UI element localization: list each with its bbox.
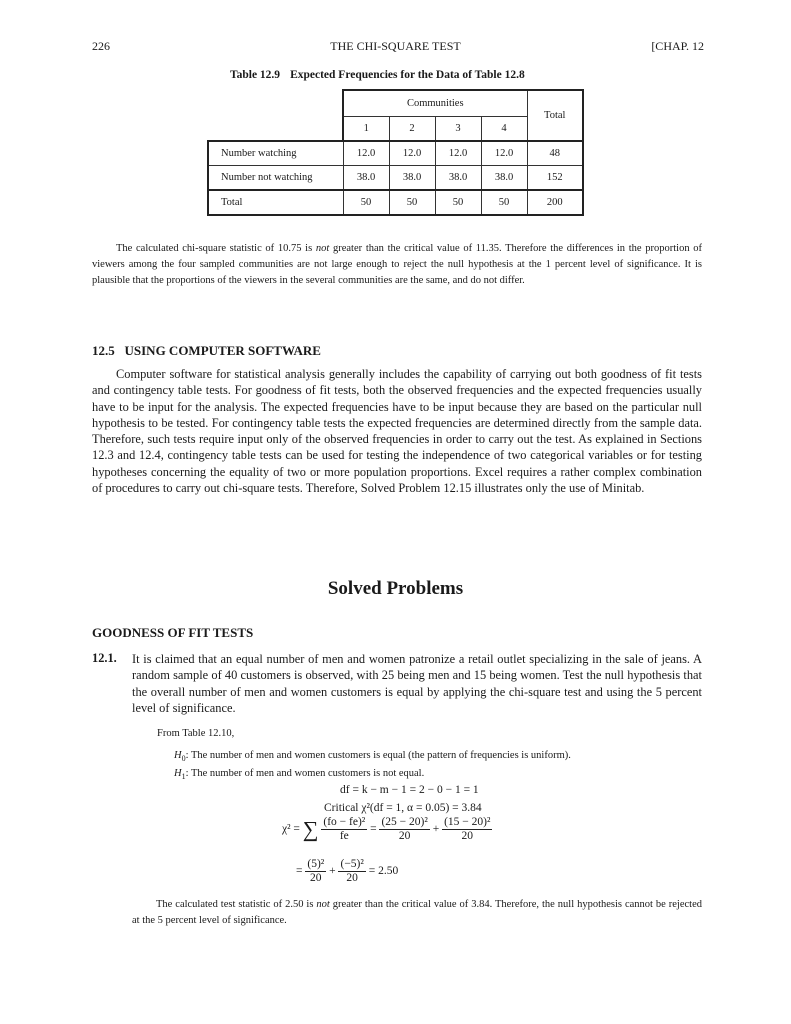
table-cell: 48	[527, 141, 583, 166]
emphasis: not	[315, 243, 330, 254]
table-cell: 12.0	[481, 141, 527, 166]
solved-problems-heading: Solved Problems	[327, 578, 464, 599]
problem-number: 12.1.	[92, 651, 117, 665]
page-number: 226	[92, 39, 110, 53]
summation-symbol: ∑	[302, 816, 319, 842]
subsection-heading: GOODNESS OF FIT TESTS	[92, 625, 254, 640]
fraction: $\frac{\text{(25 − 20)²}}{20}$	[381, 816, 428, 842]
table-cell: 38.0	[481, 165, 527, 190]
result: = 2.50	[368, 865, 399, 878]
column-header: 2	[389, 116, 435, 141]
chi-square-formula: χ² = ∑ $\frac{\text{(fo − fe)²}}{fe}$ = $\frac{\text{(25 − 20)²}}{20}$ + $\frac{\text{(15 − 20)²}}{20}$	[282, 816, 491, 842]
row-label: Number watching	[208, 141, 343, 166]
critical-value: Critical χ²(df = 1, α = 0.05) = 3.84	[324, 802, 482, 814]
table-cell: 12.0	[435, 141, 481, 166]
emphasis: not	[316, 899, 330, 910]
table-row	[208, 190, 583, 215]
section-body: Computer software for statistical analysis generally includes the capability of carrying out both goodness of fit tests and contingency table tests. For goodness of fit tests, both the observed frequencies and the expected frequencies usually have to be input for the analysis. The expected frequencies have to be input because they are based on the particular null hypothesis to be tested. For contingency table tests the expected frequencies are determined directly from the sample data. Therefore, such tests require input only of the observed frequencies in order to carry out the test. As explained in Sections 12.3 and 12.4, contingency table tests can be used for testing the independence of two categorical variables or for testing hypotheses concerning the equality of two or more population proportions. Excel requires a rather complex combination of procedures to carry out chi-square tests. Therefore, Solved Problem 12.15 illustrates only the use of Minitab.	[92, 367, 702, 496]
row-label: Total	[208, 190, 343, 215]
table-caption	[230, 69, 525, 81]
table-cell: 50	[389, 190, 435, 215]
table-cell: 38.0	[435, 165, 481, 190]
group-header: Communities	[343, 90, 527, 116]
table-cell: 38.0	[343, 165, 389, 190]
fraction: $\frac{\text{(−5)²}}{20}$	[340, 858, 364, 884]
column-header: 3	[435, 116, 481, 141]
fraction: $\frac{\text{(fo − fe)²}}{fe}$	[323, 816, 366, 842]
section-heading: 12.5 USING COMPUTER SOFTWARE	[92, 343, 321, 358]
fraction: $\frac{\text{(5)²}}{20}$	[307, 858, 325, 884]
table-cell: 50	[481, 190, 527, 215]
problem-text: It is claimed that an equal number of men and women patronize a retail outlet specializing in the sale of jeans. A random sample of 40 customers is observed, with 25 being men and 15 being women. Test the null hypothesis that the overall number of men and women customers is equal by applying the chi-square test and using the 5 percent level of significance.	[132, 652, 702, 715]
chapter-label: [CHAP. 12	[651, 39, 704, 53]
chi-square-evaluation: = $\frac{\text{(5)²}}{20}$ + $\frac{\text{(−5)²}}{20}$ = 2.50	[296, 858, 399, 884]
table-cell: 50	[343, 190, 389, 215]
table-cell: 50	[435, 190, 481, 215]
table-conclusion-paragraph: The calculated chi-square statistic of 10.75 is not greater than the critical value of 11.35. Therefore the differences in the proportion of viewers among the four sampled communities are not large enough to reject the null hypothesis at the 1 percent level of significance. It is plausible that the proportions of the viewers in the several communities are the same, and do not differ.	[92, 243, 702, 286]
table-row	[208, 141, 583, 166]
table-row	[208, 165, 583, 190]
expected-frequencies-table	[207, 89, 584, 216]
column-header: 1	[343, 116, 389, 141]
table-cell: 38.0	[389, 165, 435, 190]
table-label: Table 12.9	[230, 69, 281, 81]
null-hypothesis: $H_0$: The number of men and women customers is equal (the pattern of frequencies is uniform).	[174, 750, 571, 764]
table-cell: 200	[527, 190, 583, 215]
table-cell: 152	[527, 165, 583, 190]
table-cell: 12.0	[389, 141, 435, 166]
fraction: $\frac{\text{(15 − 20)²}}{20}$	[444, 816, 491, 842]
column-header: 4	[481, 116, 527, 141]
column-header-total: Total	[527, 90, 583, 141]
problem-conclusion: The calculated test statistic of 2.50 is not greater than the critical value of 3.84. Therefore, the null hypothesis cannot be rejected at the 5 percent level of significance.	[132, 899, 702, 926]
degrees-of-freedom: df = k − m − 1 = 2 − 0 − 1 = 1	[340, 784, 479, 796]
table-cell: 12.0	[343, 141, 389, 166]
source-note: From Table 12.10,	[157, 728, 235, 739]
table-title: Expected Frequencies for the Data of Table 12.8	[290, 69, 525, 81]
running-title: THE CHI-SQUARE TEST	[330, 39, 461, 53]
row-label: Number not watching	[208, 165, 343, 190]
alternative-hypothesis: $H_1$: The number of men and women customers is not equal.	[174, 768, 425, 782]
